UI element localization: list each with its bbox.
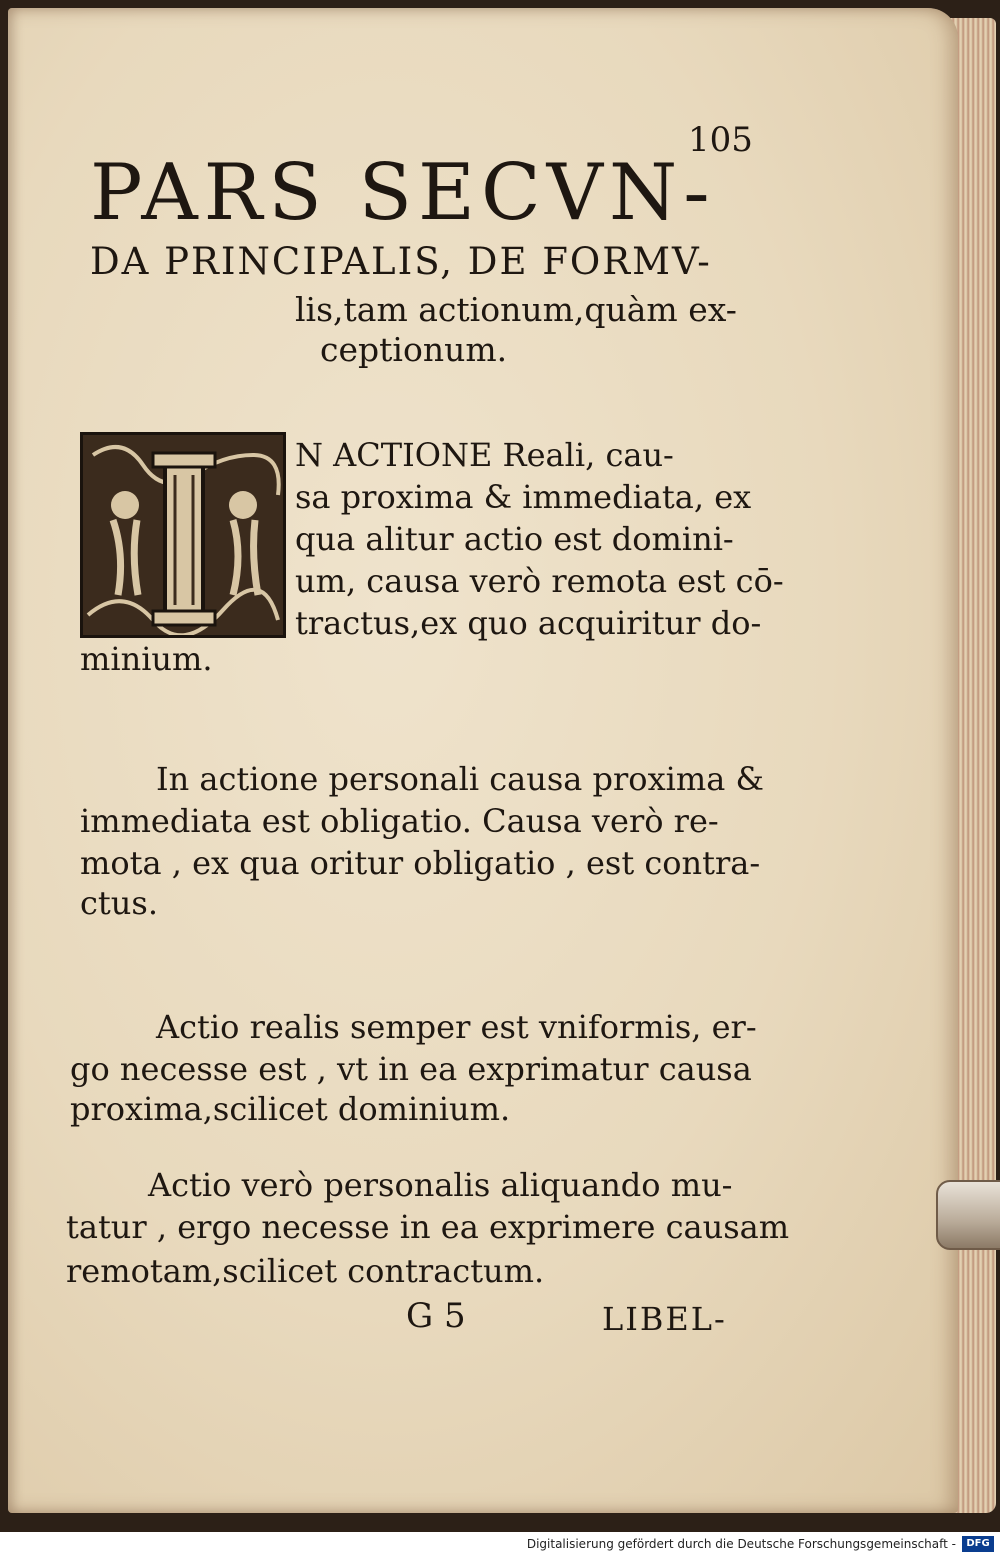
heading-line-3: lis,tam actionum,quàm ex-: [295, 290, 737, 329]
para2-line-1: In actione personali causa proxima &: [156, 760, 764, 798]
heading-line-2: DA PRINCIPALIS, DE FORMV-: [90, 240, 712, 283]
para3-line-1: Actio realis semper est vniformis, er-: [156, 1008, 757, 1046]
signature-mark: G 5: [406, 1296, 466, 1336]
para1-line-4: um, causa verò remota est cō-: [295, 562, 784, 600]
para1-line-2: sa proxima & immediata, ex: [295, 478, 752, 516]
para4-line-1: Actio verò personalis aliquando mu-: [148, 1166, 733, 1204]
decorated-initial-letter: [80, 432, 286, 638]
para4-line-3: remotam,scilicet contractum.: [66, 1252, 545, 1290]
credit-bar: [0, 1532, 1000, 1556]
book-clasp: [936, 1180, 1000, 1250]
catchword: LIBEL-: [602, 1300, 727, 1338]
para3-line-2: go necesse est , vt in ea exprimatur causa: [70, 1050, 752, 1088]
credit-text: Digitalisierung gefördert durch die Deutsche Forschungsgemeinschaft -: [526, 1537, 956, 1551]
dfg-logo: DFG: [962, 1536, 994, 1552]
para2-line-3: mota , ex qua oritur obligatio , est contra-: [80, 844, 761, 882]
heading-line-4: ceptionum.: [320, 330, 508, 369]
para1-line-5: tractus,ex quo acquiritur do-: [295, 604, 762, 642]
book-page: [8, 8, 958, 1513]
para2-line-4: ctus.: [80, 884, 158, 922]
para3-line-3: proxima,scilicet dominium.: [70, 1090, 511, 1128]
para4-line-2: tatur , ergo necesse in ea exprimere causam: [66, 1208, 790, 1246]
heading-line-1: PARS SECVN-: [90, 148, 716, 238]
para1-line-3: qua alitur actio est domini-: [295, 520, 734, 558]
para2-line-2: immediata est obligatio. Causa verò re-: [80, 802, 719, 840]
page-number: 105: [688, 120, 753, 160]
para1-line-1: N ACTIONE Reali, cau-: [295, 436, 674, 474]
para1-line-6: minium.: [80, 640, 213, 678]
